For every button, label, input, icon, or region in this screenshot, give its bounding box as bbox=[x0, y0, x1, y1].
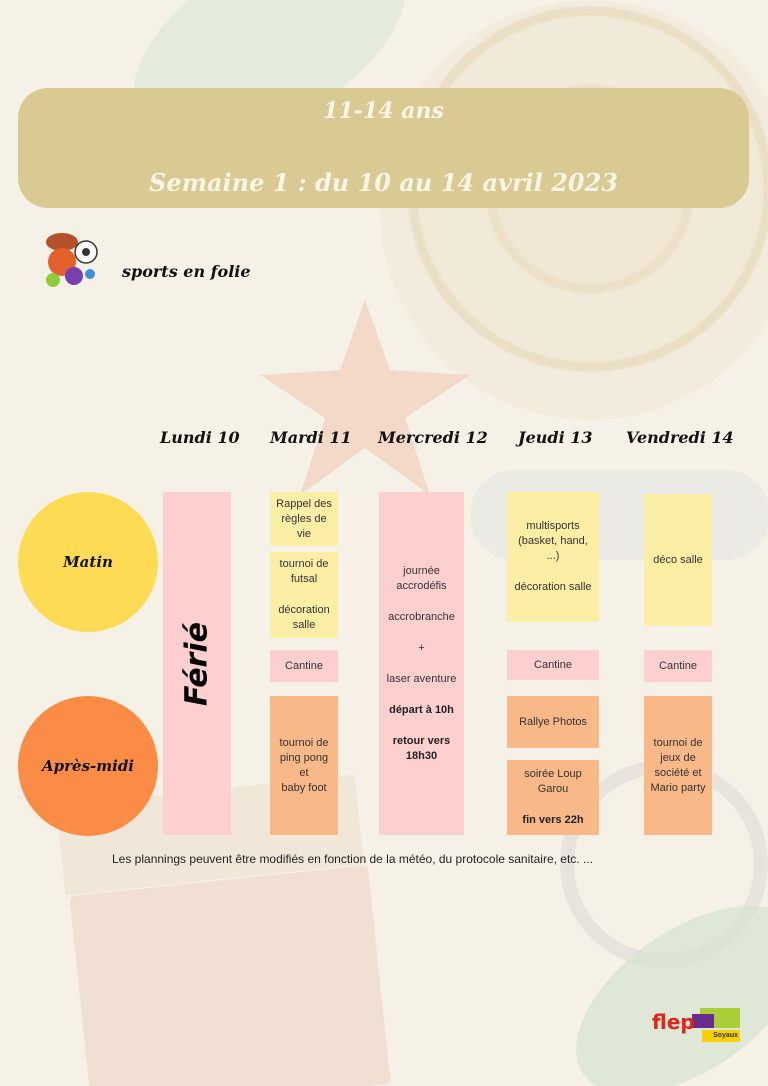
cell-line: Rallye Photos bbox=[519, 715, 587, 728]
vendredi-lunch bbox=[644, 650, 712, 682]
vendredi-afternoon bbox=[644, 696, 712, 835]
mercredi-full-day bbox=[379, 492, 464, 835]
jeudi-afternoon-rallye bbox=[507, 696, 599, 748]
afternoon-label bbox=[18, 696, 158, 836]
cell-line: Rappel des bbox=[276, 497, 332, 510]
starfish-decoration bbox=[255, 300, 475, 500]
passport-decoration bbox=[69, 865, 390, 1086]
cell-line-bold: fin vers 22h bbox=[522, 814, 584, 826]
cell-line: et bbox=[299, 766, 309, 779]
sports-balls-icon bbox=[42, 230, 100, 288]
flep-logo bbox=[652, 1008, 742, 1042]
logo-purple-block bbox=[692, 1014, 714, 1028]
cell-line: tournoi de bbox=[279, 736, 329, 749]
mardi-morning-rules bbox=[270, 492, 338, 546]
cell-line: accrobranche bbox=[388, 611, 455, 623]
logo-wordmark: flep bbox=[652, 1010, 695, 1034]
cell-line: Mario party bbox=[650, 781, 706, 794]
mardi-afternoon bbox=[270, 696, 338, 835]
cell-line: ...) bbox=[546, 550, 560, 562]
week-title: Semaine 1 : du 10 au 14 avril 2023 bbox=[149, 168, 618, 197]
cell-line: ping pong bbox=[279, 751, 329, 764]
cell-line: baby foot bbox=[281, 781, 327, 794]
logo-subtitle: Soyaux bbox=[702, 1030, 740, 1042]
cell-line-bold: 18h30 bbox=[405, 750, 438, 762]
cell-line: société et bbox=[654, 766, 702, 779]
cell-line: + bbox=[418, 642, 425, 654]
disclaimer-note: Les plannings peuvent être modifiés en fonction de la météo, du protocole sanitaire, etc. ... bbox=[112, 852, 593, 866]
ferie-label: Férié bbox=[179, 621, 215, 706]
cell-line: déco salle bbox=[653, 553, 703, 566]
cell-line: Cantine bbox=[534, 658, 572, 671]
cell-line: laser aventure bbox=[386, 673, 457, 685]
header-banner bbox=[18, 88, 749, 208]
cell-line: décoration bbox=[278, 604, 330, 616]
cell-line: (basket, hand, bbox=[518, 535, 588, 547]
day-header-jeudi: Jeudi 13 bbox=[518, 428, 593, 447]
cell-line-bold: retour vers bbox=[392, 735, 451, 747]
cell-line: accrodéfis bbox=[396, 580, 447, 592]
cell-line: salle bbox=[292, 619, 316, 631]
cell-line: journée bbox=[403, 565, 440, 577]
cell-line-bold: départ à 10h bbox=[389, 704, 454, 716]
cell-line: tournoi de bbox=[653, 736, 703, 749]
cell-line: Garou bbox=[537, 783, 569, 795]
cell-line: jeux de bbox=[660, 751, 696, 764]
cell-line: futsal bbox=[290, 573, 318, 585]
age-group-title: 11-14 ans bbox=[323, 98, 444, 124]
cell-line: Cantine bbox=[285, 659, 323, 672]
day-header-mardi: Mardi 11 bbox=[270, 428, 352, 447]
mardi-morning-futsal bbox=[270, 552, 338, 638]
jeudi-evening bbox=[507, 760, 599, 835]
cell-line: soirée Loup bbox=[524, 768, 582, 780]
cell-line: vie bbox=[296, 527, 312, 540]
jeudi-lunch bbox=[507, 650, 599, 680]
day-header-lundi: Lundi 10 bbox=[160, 428, 240, 447]
jeudi-morning bbox=[507, 492, 599, 622]
theme-title: sports en folie bbox=[122, 262, 251, 281]
day-header-mercredi: Mercredi 12 bbox=[378, 428, 488, 447]
cell-line: règles de bbox=[281, 512, 327, 525]
lundi-ferie-block bbox=[163, 492, 231, 835]
cell-line: multisports bbox=[526, 520, 580, 532]
afternoon-text: Après-midi bbox=[42, 757, 134, 775]
cell-line: décoration salle bbox=[514, 581, 592, 593]
day-header-vendredi: Vendredi 14 bbox=[626, 428, 734, 447]
vendredi-morning bbox=[644, 494, 712, 626]
mardi-lunch bbox=[270, 650, 338, 682]
cell-line: Cantine bbox=[659, 659, 697, 672]
morning-label bbox=[18, 492, 158, 632]
cell-line: tournoi de bbox=[279, 558, 329, 570]
morning-text: Matin bbox=[63, 553, 113, 571]
